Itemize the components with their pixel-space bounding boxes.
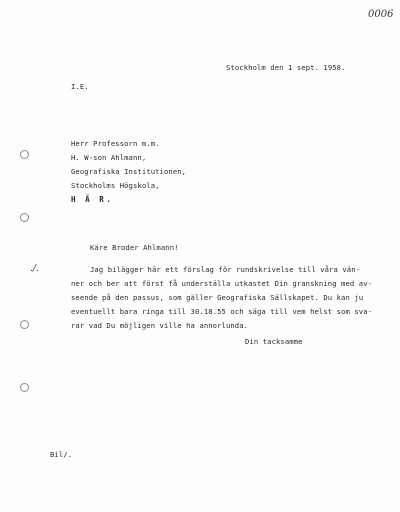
recipient-city: H Ä R. [71,195,114,204]
punch-hole-4 [20,383,29,392]
margin-mark: ./. [30,264,39,274]
recipient-line-3: Geografiska Institutionen, [71,167,187,176]
body-line-5: rar vad Du möjligen ville ha annorlunda. [71,321,249,330]
initials: I.E. [71,82,89,91]
archive-number: 0006 [368,9,394,20]
recipient-line-2: H. W-son Ahlmann, [71,153,147,162]
recipient-line-4: Stockholms Högskola, [71,181,160,190]
punch-hole-3 [20,320,29,329]
punch-hole-2 [20,213,29,222]
body-line-2: ner och ber att först få underställa utkastet Din granskning med av- [71,279,373,288]
closing: Din tacksamme [245,337,303,346]
enclosure: Bil/. [50,450,73,459]
recipient-line-1: Herr Professorn m.m. [71,139,160,148]
body-line-4: eventuellt bara ringa till 30.18.55 och säga till vem helst som sva- [71,307,373,316]
salutation: Käre Broder Ahlmann! [90,243,179,252]
date-line: Stockholm den 1 sept. 1958. [226,63,346,72]
punch-hole-1 [20,150,29,159]
body-line-1: Jag bilägger här ett förslag för rundskrivelse till våra vän- [90,265,361,274]
body-line-3: seende på den passus, som gäller Geografiska Sällskapet. Du kan ju [71,293,364,302]
